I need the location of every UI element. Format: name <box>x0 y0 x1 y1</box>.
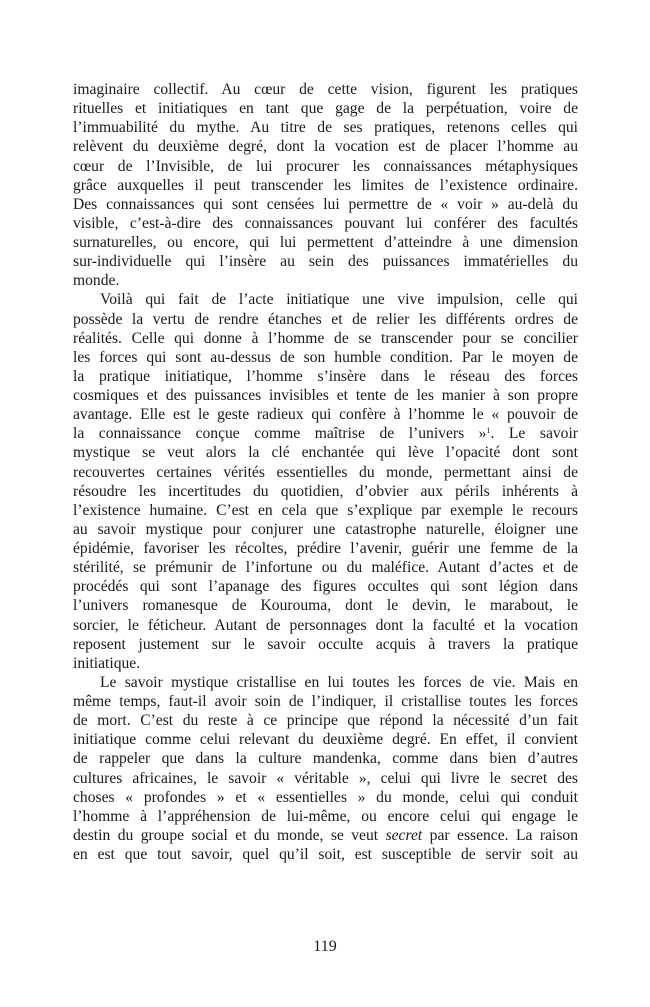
text-line: en est que tout savoir, quel qu’il soit, est susceptible de servir soit au <box>73 846 578 863</box>
text-line: grâce auxquelles il peut transcender les limites de l’existence ordinaire. <box>73 176 578 194</box>
text-line: cœur de l’Invisible, de lui procurer les connaissances métaphysiques <box>73 157 578 175</box>
text-line: relèvent du deuxième degré, dont la vocation est de placer l’homme au <box>73 138 578 156</box>
text-line: imaginaire collectif. Au cœur de cette vision, figurent les pratiques <box>73 81 578 98</box>
text-line: l’univers romanesque de Kourouma, dont le devin, le marabout, le <box>73 597 578 615</box>
page-number: 119 <box>313 938 337 955</box>
text-line: réalités. Celle qui donne à l’homme de se transcender pour se concilier <box>73 329 578 347</box>
text-line: Voilà qui fait de l’acte initiatique une vive impulsion, celle qui <box>100 291 578 309</box>
text-line: possède la vertu de rendre étanches et de relier les différents ordres de <box>73 310 578 328</box>
text-line: avantage. Elle est le geste radieux qui confère à l’homme le « pouvoir de <box>73 406 578 424</box>
text-line: résoudre les incertitudes du quotidien, d’obvier aux périls inhérents à <box>73 482 578 500</box>
text-line: initiatique comme celui relevant du deuxième degré. En effet, il convient <box>73 731 578 749</box>
text-line: Le savoir mystique cristallise en lui toutes les forces de vie. Mais en <box>100 673 578 691</box>
text-line: choses « profondes » et « essentielles » du monde, celui qui conduit <box>73 788 578 806</box>
text-line-with-italic <box>73 826 578 845</box>
text-line: au savoir mystique pour conjurer une catastrophe naturelle, éloigner une <box>73 520 578 538</box>
text-line: visible, c’est-à-dire des connaissances pouvant lui conférer des facultés <box>73 214 578 232</box>
text-line-with-footnote <box>73 424 578 443</box>
page-body <box>73 80 578 864</box>
text-line: de rappeler que dans la culture mandenka, comme dans bien d’autres <box>73 750 578 768</box>
text-line: initiatique. <box>73 654 141 672</box>
paragraph-1 <box>73 80 578 290</box>
text-line: épidémie, favoriser les récoltes, prédire l’avenir, guérir une femme de la <box>73 540 578 557</box>
text-line: rituelles et initiatiques en tant que gage de la perpétuation, voire de <box>73 100 578 118</box>
text-line: stérilité, se prémunir de l’infortune ou du maléfice. Autant d’actes et de <box>73 559 578 577</box>
text-line: reposent justement sur le savoir occulte acquis à travers la pratique <box>73 635 578 653</box>
italic-word: secret <box>385 826 423 844</box>
text-line: sorcier, le féticheur. Autant de personnages dont la faculté et la vocation <box>73 616 578 634</box>
text-line: même temps, faut-il avoir soin de l’indiquer, il cristallise toutes les forces <box>73 693 578 710</box>
text-line: la pratique initiatique, l’homme s’insère dans le réseau des forces <box>73 367 578 385</box>
text-line: les forces qui sont au-dessus de son humble condition. Par le moyen de <box>73 348 578 366</box>
text-segment: destin du groupe social et du monde, se veut <box>73 826 386 844</box>
text-line: surnaturelles, ou encore, qui lui permettent d’atteindre à une dimension <box>73 234 578 251</box>
text-line: monde. <box>73 272 120 290</box>
paragraph-2 <box>73 290 578 673</box>
text-line: cultures africaines, le savoir « véritable », celui qui livre le secret des <box>73 769 578 787</box>
text-line: l’immuabilité du mythe. Au titre de ses pratiques, retenons celles qui <box>73 119 578 137</box>
text-line: recouvertes certaines vérités essentielles du monde, permettant ainsi de <box>73 463 578 481</box>
text-segment: . Le savoir <box>490 425 578 443</box>
text-segment: la connaissance conçue comme maîtrise de l’univers » <box>73 425 487 443</box>
text-line: procédés qui sont l’apanage des figures occultes qui sont légion dans <box>73 578 578 596</box>
text-line: sur-individuelle qui l’insère au sein des puissances immatérielles du <box>73 253 578 271</box>
text-line: l’existence humaine. C’est en cela que s’explique par exemple le recours <box>73 501 578 519</box>
text-line: cosmiques et des puissances invisibles et tente de les manier à son propre <box>73 387 578 404</box>
paragraph-3 <box>73 673 578 864</box>
text-line: de mort. C’est du reste à ce principe que répond la nécessité d’un fait <box>73 712 578 730</box>
text-line: Des connaissances qui sont censées lui permettre de « voir » au-delà du <box>73 195 578 213</box>
footnote-marker[interactable]: 1 <box>486 426 491 436</box>
text-segment: par essence. La raison <box>422 826 578 844</box>
text-line: mystique se veut alors la clé enchantée qui lève l’opacité dont sont <box>73 444 578 462</box>
text-line: l’homme à l’appréhension de lui-même, ou encore celui qui engage le <box>73 807 578 825</box>
